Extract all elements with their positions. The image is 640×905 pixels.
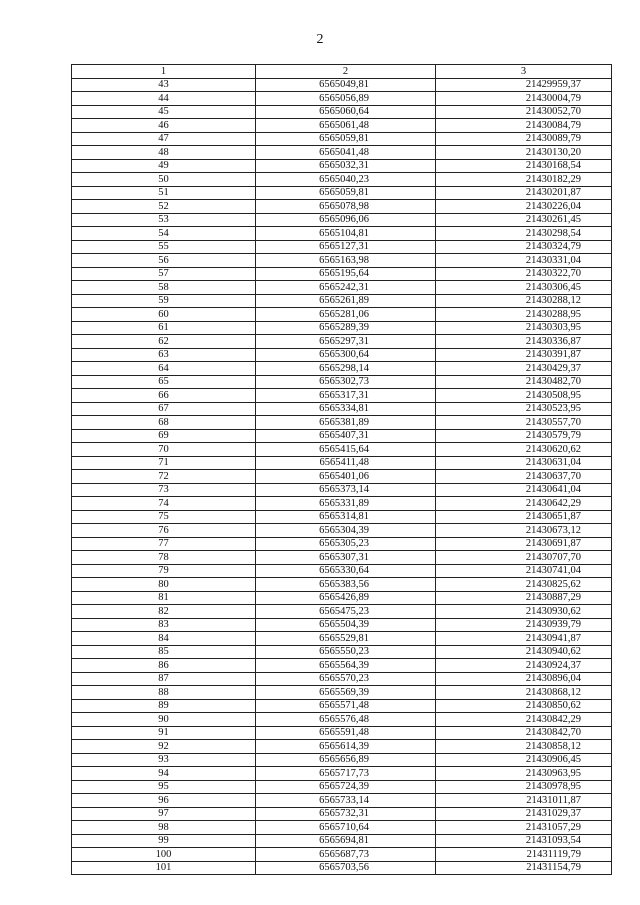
y-coordinate-cell: 21431154,79 xyxy=(436,861,612,875)
x-coordinate-cell: 6565373,14 xyxy=(256,483,436,497)
point-number-cell: 73 xyxy=(72,483,256,497)
x-coordinate-cell: 6565687,73 xyxy=(256,848,436,862)
x-coordinate-cell: 6565694,81 xyxy=(256,834,436,848)
y-coordinate-cell: 21429959,37 xyxy=(436,78,612,92)
point-number-cell: 51 xyxy=(72,186,256,200)
table-row xyxy=(72,321,612,335)
y-coordinate-cell: 21430084,79 xyxy=(436,119,612,133)
x-coordinate-cell: 6565475,23 xyxy=(256,605,436,619)
x-coordinate-cell: 6565724,39 xyxy=(256,780,436,794)
y-coordinate-cell: 21430896,04 xyxy=(436,672,612,686)
table-row xyxy=(72,834,612,848)
x-coordinate-cell: 6565733,14 xyxy=(256,794,436,808)
point-number-cell: 45 xyxy=(72,105,256,119)
y-coordinate-cell: 21430637,70 xyxy=(436,470,612,484)
table-row xyxy=(72,105,612,119)
y-coordinate-cell: 21430941,87 xyxy=(436,632,612,646)
point-number-cell: 98 xyxy=(72,821,256,835)
table-row xyxy=(72,132,612,146)
point-number-cell: 68 xyxy=(72,416,256,430)
x-coordinate-cell: 6565104,81 xyxy=(256,227,436,241)
y-coordinate-cell: 21430052,70 xyxy=(436,105,612,119)
table-row xyxy=(72,740,612,754)
table-row xyxy=(72,537,612,551)
point-number-cell: 99 xyxy=(72,834,256,848)
point-number-cell: 63 xyxy=(72,348,256,362)
table-row xyxy=(72,92,612,106)
y-coordinate-cell: 21431119,79 xyxy=(436,848,612,862)
y-coordinate-cell: 21430924,37 xyxy=(436,659,612,673)
x-coordinate-cell: 6565307,31 xyxy=(256,551,436,565)
x-coordinate-cell: 6565401,06 xyxy=(256,470,436,484)
x-coordinate-cell: 6565656,89 xyxy=(256,753,436,767)
x-coordinate-cell: 6565614,39 xyxy=(256,740,436,754)
point-number-cell: 54 xyxy=(72,227,256,241)
table-row xyxy=(72,578,612,592)
point-number-cell: 101 xyxy=(72,861,256,875)
table-row xyxy=(72,659,612,673)
point-number-cell: 81 xyxy=(72,591,256,605)
point-number-cell: 74 xyxy=(72,497,256,511)
point-number-cell: 61 xyxy=(72,321,256,335)
x-coordinate-cell: 6565717,73 xyxy=(256,767,436,781)
point-number-cell: 84 xyxy=(72,632,256,646)
x-coordinate-cell: 6565331,89 xyxy=(256,497,436,511)
x-coordinate-cell: 6565732,31 xyxy=(256,807,436,821)
point-number-cell: 59 xyxy=(72,294,256,308)
y-coordinate-cell: 21431057,29 xyxy=(436,821,612,835)
point-number-cell: 71 xyxy=(72,456,256,470)
y-coordinate-cell: 21430557,70 xyxy=(436,416,612,430)
table-row xyxy=(72,402,612,416)
point-number-cell: 65 xyxy=(72,375,256,389)
table-row xyxy=(72,227,612,241)
y-coordinate-cell: 21430336,87 xyxy=(436,335,612,349)
x-coordinate-cell: 6565381,89 xyxy=(256,416,436,430)
x-coordinate-cell: 6565576,48 xyxy=(256,713,436,727)
y-coordinate-cell: 21430868,12 xyxy=(436,686,612,700)
x-coordinate-cell: 6565317,31 xyxy=(256,389,436,403)
table-row xyxy=(72,443,612,457)
y-coordinate-cell: 21430887,29 xyxy=(436,591,612,605)
x-coordinate-cell: 6565570,23 xyxy=(256,672,436,686)
point-number-cell: 87 xyxy=(72,672,256,686)
y-coordinate-cell: 21430288,95 xyxy=(436,308,612,322)
table-row xyxy=(72,240,612,254)
table-row xyxy=(72,483,612,497)
y-coordinate-cell: 21430631,04 xyxy=(436,456,612,470)
table-row xyxy=(72,389,612,403)
y-coordinate-cell: 21430391,87 xyxy=(436,348,612,362)
y-coordinate-cell: 21430089,79 xyxy=(436,132,612,146)
point-number-cell: 60 xyxy=(72,308,256,322)
point-number-cell: 58 xyxy=(72,281,256,295)
table-row xyxy=(72,267,612,281)
point-number-cell: 82 xyxy=(72,605,256,619)
point-number-cell: 90 xyxy=(72,713,256,727)
y-coordinate-cell: 21430331,04 xyxy=(436,254,612,268)
table-row xyxy=(72,186,612,200)
y-coordinate-cell: 21430303,95 xyxy=(436,321,612,335)
table-row xyxy=(72,551,612,565)
x-coordinate-cell: 6565060,64 xyxy=(256,105,436,119)
x-coordinate-cell: 6565529,81 xyxy=(256,632,436,646)
x-coordinate-cell: 6565415,64 xyxy=(256,443,436,457)
point-number-cell: 67 xyxy=(72,402,256,416)
table-row xyxy=(72,200,612,214)
point-number-cell: 47 xyxy=(72,132,256,146)
y-coordinate-cell: 21430825,62 xyxy=(436,578,612,592)
x-coordinate-cell: 6565330,64 xyxy=(256,564,436,578)
table-row xyxy=(72,294,612,308)
x-coordinate-cell: 6565304,39 xyxy=(256,524,436,538)
y-coordinate-cell: 21430579,79 xyxy=(436,429,612,443)
table-row xyxy=(72,699,612,713)
x-coordinate-cell: 6565040,23 xyxy=(256,173,436,187)
x-coordinate-cell: 6565297,31 xyxy=(256,335,436,349)
y-coordinate-cell: 21430261,45 xyxy=(436,213,612,227)
point-number-cell: 77 xyxy=(72,537,256,551)
x-coordinate-cell: 6565569,39 xyxy=(256,686,436,700)
x-coordinate-cell: 6565571,48 xyxy=(256,699,436,713)
column-header-x-coordinate: 2 xyxy=(256,65,436,79)
y-coordinate-cell: 21430641,04 xyxy=(436,483,612,497)
table-row xyxy=(72,119,612,133)
point-number-cell: 49 xyxy=(72,159,256,173)
y-coordinate-cell: 21430963,95 xyxy=(436,767,612,781)
point-number-cell: 44 xyxy=(72,92,256,106)
point-number-cell: 86 xyxy=(72,659,256,673)
y-coordinate-cell: 21431029,37 xyxy=(436,807,612,821)
table-row xyxy=(72,753,612,767)
x-coordinate-cell: 6565032,31 xyxy=(256,159,436,173)
point-number-cell: 89 xyxy=(72,699,256,713)
y-coordinate-cell: 21430842,70 xyxy=(436,726,612,740)
point-number-cell: 62 xyxy=(72,335,256,349)
y-coordinate-cell: 21430130,20 xyxy=(436,146,612,160)
x-coordinate-cell: 6565261,89 xyxy=(256,294,436,308)
table-row xyxy=(72,173,612,187)
x-coordinate-cell: 6565300,64 xyxy=(256,348,436,362)
x-coordinate-cell: 6565314,81 xyxy=(256,510,436,524)
y-coordinate-cell: 21430322,70 xyxy=(436,267,612,281)
y-coordinate-cell: 21430930,62 xyxy=(436,605,612,619)
table-row xyxy=(72,564,612,578)
point-number-cell: 48 xyxy=(72,146,256,160)
table-row xyxy=(72,605,612,619)
y-coordinate-cell: 21431011,87 xyxy=(436,794,612,808)
point-number-cell: 56 xyxy=(72,254,256,268)
y-coordinate-cell: 21430939,79 xyxy=(436,618,612,632)
x-coordinate-cell: 6565426,89 xyxy=(256,591,436,605)
y-coordinate-cell: 21430508,95 xyxy=(436,389,612,403)
x-coordinate-cell: 6565305,23 xyxy=(256,537,436,551)
x-coordinate-cell: 6565504,39 xyxy=(256,618,436,632)
table-row xyxy=(72,861,612,875)
y-coordinate-cell: 21430004,79 xyxy=(436,92,612,106)
point-number-cell: 53 xyxy=(72,213,256,227)
x-coordinate-cell: 6565061,48 xyxy=(256,119,436,133)
point-number-cell: 70 xyxy=(72,443,256,457)
table-row xyxy=(72,456,612,470)
x-coordinate-cell: 6565195,64 xyxy=(256,267,436,281)
x-coordinate-cell: 6565564,39 xyxy=(256,659,436,673)
table-row xyxy=(72,686,612,700)
table-row xyxy=(72,632,612,646)
coordinates-table xyxy=(71,64,612,875)
point-number-cell: 97 xyxy=(72,807,256,821)
y-coordinate-cell: 21430482,70 xyxy=(436,375,612,389)
x-coordinate-cell: 6565703,56 xyxy=(256,861,436,875)
column-header-y-coordinate: 3 xyxy=(436,65,612,79)
point-number-cell: 78 xyxy=(72,551,256,565)
x-coordinate-cell: 6565289,39 xyxy=(256,321,436,335)
point-number-cell: 91 xyxy=(72,726,256,740)
y-coordinate-cell: 21430642,29 xyxy=(436,497,612,511)
table-row xyxy=(72,335,612,349)
table-body xyxy=(72,78,612,875)
x-coordinate-cell: 6565242,31 xyxy=(256,281,436,295)
y-coordinate-cell: 21430201,87 xyxy=(436,186,612,200)
y-coordinate-cell: 21430850,62 xyxy=(436,699,612,713)
table-row xyxy=(72,780,612,794)
y-coordinate-cell: 21430168,54 xyxy=(436,159,612,173)
point-number-cell: 55 xyxy=(72,240,256,254)
table-row xyxy=(72,618,612,632)
y-coordinate-cell: 21430429,37 xyxy=(436,362,612,376)
table-row xyxy=(72,429,612,443)
y-coordinate-cell: 21430651,87 xyxy=(436,510,612,524)
column-header-point-number: 1 xyxy=(72,65,256,79)
table-row xyxy=(72,848,612,862)
table-row xyxy=(72,375,612,389)
table-row xyxy=(72,524,612,538)
table-row xyxy=(72,591,612,605)
point-number-cell: 80 xyxy=(72,578,256,592)
y-coordinate-cell: 21430620,62 xyxy=(436,443,612,457)
point-number-cell: 57 xyxy=(72,267,256,281)
table-row xyxy=(72,510,612,524)
page-number: 2 xyxy=(316,32,324,47)
table-row xyxy=(72,416,612,430)
x-coordinate-cell: 6565710,64 xyxy=(256,821,436,835)
table-row xyxy=(72,470,612,484)
x-coordinate-cell: 6565163,98 xyxy=(256,254,436,268)
table-row xyxy=(72,821,612,835)
x-coordinate-cell: 6565049,81 xyxy=(256,78,436,92)
x-coordinate-cell: 6565407,31 xyxy=(256,429,436,443)
x-coordinate-cell: 6565059,81 xyxy=(256,132,436,146)
y-coordinate-cell: 21430226,04 xyxy=(436,200,612,214)
table-row xyxy=(72,497,612,511)
point-number-cell: 66 xyxy=(72,389,256,403)
point-number-cell: 79 xyxy=(72,564,256,578)
y-coordinate-cell: 21430298,54 xyxy=(436,227,612,241)
y-coordinate-cell: 21430523,95 xyxy=(436,402,612,416)
y-coordinate-cell: 21430940,62 xyxy=(436,645,612,659)
y-coordinate-cell: 21430978,95 xyxy=(436,780,612,794)
point-number-cell: 46 xyxy=(72,119,256,133)
x-coordinate-cell: 6565383,56 xyxy=(256,578,436,592)
y-coordinate-cell: 21431093,54 xyxy=(436,834,612,848)
table-row xyxy=(72,159,612,173)
y-coordinate-cell: 21430673,12 xyxy=(436,524,612,538)
table-header-row xyxy=(72,65,612,79)
y-coordinate-cell: 21430858,12 xyxy=(436,740,612,754)
table-row xyxy=(72,78,612,92)
y-coordinate-cell: 21430906,45 xyxy=(436,753,612,767)
table-row xyxy=(72,362,612,376)
y-coordinate-cell: 21430324,79 xyxy=(436,240,612,254)
y-coordinate-cell: 21430306,45 xyxy=(436,281,612,295)
y-coordinate-cell: 21430707,70 xyxy=(436,551,612,565)
point-number-cell: 88 xyxy=(72,686,256,700)
point-number-cell: 72 xyxy=(72,470,256,484)
x-coordinate-cell: 6565059,81 xyxy=(256,186,436,200)
point-number-cell: 94 xyxy=(72,767,256,781)
table-row xyxy=(72,794,612,808)
y-coordinate-cell: 21430741,04 xyxy=(436,564,612,578)
y-coordinate-cell: 21430842,29 xyxy=(436,713,612,727)
x-coordinate-cell: 6565056,89 xyxy=(256,92,436,106)
table-row xyxy=(72,146,612,160)
y-coordinate-cell: 21430288,12 xyxy=(436,294,612,308)
x-coordinate-cell: 6565281,06 xyxy=(256,308,436,322)
x-coordinate-cell: 6565041,48 xyxy=(256,146,436,160)
point-number-cell: 76 xyxy=(72,524,256,538)
table-row xyxy=(72,254,612,268)
table-row xyxy=(72,213,612,227)
point-number-cell: 92 xyxy=(72,740,256,754)
point-number-cell: 69 xyxy=(72,429,256,443)
table-row xyxy=(72,281,612,295)
x-coordinate-cell: 6565078,98 xyxy=(256,200,436,214)
y-coordinate-cell: 21430691,87 xyxy=(436,537,612,551)
point-number-cell: 50 xyxy=(72,173,256,187)
table-row xyxy=(72,713,612,727)
table-row xyxy=(72,726,612,740)
table-row xyxy=(72,672,612,686)
x-coordinate-cell: 6565550,23 xyxy=(256,645,436,659)
table-row xyxy=(72,767,612,781)
point-number-cell: 95 xyxy=(72,780,256,794)
table-row xyxy=(72,348,612,362)
x-coordinate-cell: 6565302,73 xyxy=(256,375,436,389)
point-number-cell: 43 xyxy=(72,78,256,92)
point-number-cell: 83 xyxy=(72,618,256,632)
point-number-cell: 96 xyxy=(72,794,256,808)
x-coordinate-cell: 6565096,06 xyxy=(256,213,436,227)
x-coordinate-cell: 6565591,48 xyxy=(256,726,436,740)
x-coordinate-cell: 6565411,48 xyxy=(256,456,436,470)
x-coordinate-cell: 6565334,81 xyxy=(256,402,436,416)
point-number-cell: 75 xyxy=(72,510,256,524)
table-row xyxy=(72,645,612,659)
point-number-cell: 52 xyxy=(72,200,256,214)
y-coordinate-cell: 21430182,29 xyxy=(436,173,612,187)
x-coordinate-cell: 6565298,14 xyxy=(256,362,436,376)
point-number-cell: 64 xyxy=(72,362,256,376)
table-row xyxy=(72,308,612,322)
point-number-cell: 100 xyxy=(72,848,256,862)
table-row xyxy=(72,807,612,821)
point-number-cell: 93 xyxy=(72,753,256,767)
x-coordinate-cell: 6565127,31 xyxy=(256,240,436,254)
point-number-cell: 85 xyxy=(72,645,256,659)
